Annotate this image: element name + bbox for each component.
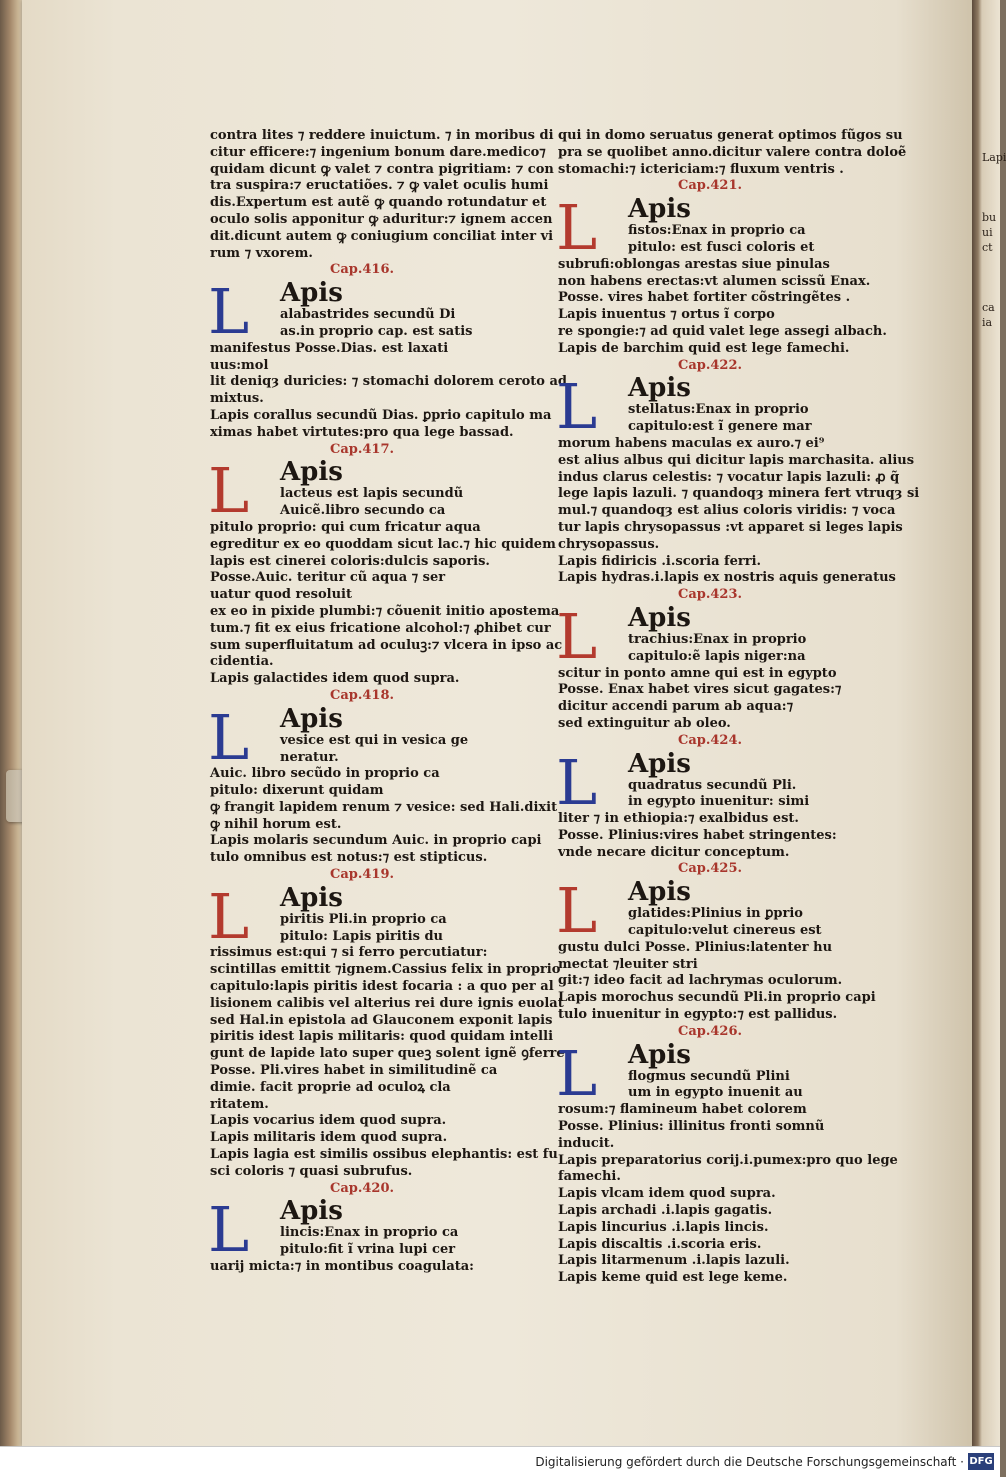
text-line: capitulo:velut cinereus est [628, 923, 822, 939]
text-line: re spongie:⁊ ad quid valet lege assegi albach. [558, 323, 887, 339]
lapis-heading [558, 195, 873, 223]
fragment-line [982, 255, 1000, 270]
lapis-word: Apis [628, 194, 691, 225]
decorated-initial: L [556, 1036, 598, 1110]
chapter-heading: Cap.422. [678, 357, 743, 373]
text-line: non habens erectas:vt alumen scissũ Enax. [558, 273, 871, 289]
text-line: dit.dicunt autem ꝙ coniugium conciliat inter vi [210, 228, 554, 244]
text-line: capitulo:ẽ lapis niger:na [628, 648, 806, 664]
lapis-heading [558, 750, 873, 778]
lapis-entry [556, 1036, 873, 1153]
dfg-logo: DFG [968, 1453, 994, 1470]
lapis-entry [208, 879, 570, 1114]
text-line: Lapis corallus secundũ Dias. ꝑprio capitulo ma [210, 407, 552, 423]
text-line: lege lapis lazuli. ⁊ quandoqȝ minera fert vtruqȝ si [558, 486, 920, 502]
chapter-heading: Cap.424. [678, 732, 743, 748]
text-line: quadratus secundũ Pli. [628, 777, 797, 793]
lapis-word: Apis [280, 457, 343, 488]
lapis-heading [210, 705, 525, 733]
text-line: gunt de lapide lato super queꝫ solent ignẽ ꝯferre. [210, 1046, 570, 1062]
text-line: chrysopassus. [558, 536, 660, 552]
lapis-word: Apis [628, 602, 691, 633]
footer-credit: Digitalisierung gefördert durch die Deutsche Forschungsgemeinschaft · [535, 1455, 964, 1469]
chapter-heading: Cap.426. [678, 1023, 743, 1039]
text-line: inducit. [558, 1135, 615, 1151]
text-line: Lapis de barchim quid est lege famechi. [558, 340, 850, 356]
text-line: alabastrides secundũ Di [280, 307, 456, 323]
text-line: uus:mol [210, 357, 269, 373]
text-line: Lapis inuentus ⁊ ortus ĩ corpo [558, 307, 775, 323]
text-line: sed Hal.in epistola ad Glauconem exponit lapis [210, 1012, 553, 1028]
right-column [556, 128, 920, 1287]
text-line: piritis idest lapis militaris: quod quidam intelli [210, 1029, 554, 1045]
text-line: Lapis litarmenum .i.lapis lazuli. [558, 1253, 790, 1269]
fragment-line: ca [982, 301, 995, 314]
fragment-line [982, 270, 1000, 285]
text-line: uarij micta:⁊ in montibus coagulata: [210, 1259, 474, 1275]
text-line: in egypto inuenitur: simi [628, 794, 810, 810]
lapis-word: Apis [280, 1196, 343, 1227]
chapter-heading: Cap.420. [330, 1180, 395, 1196]
text-line: pitulo:fit ĩ vrina lupi cer [280, 1242, 456, 1258]
text-line: scitur in ponto amne qui est in egypto [558, 665, 837, 681]
fragment-line [982, 285, 1000, 300]
left-column [208, 128, 570, 1276]
text-line: ritatem. [210, 1096, 269, 1112]
text-line: rissimus est:qui ⁊ si ferro percutiatur: [210, 945, 488, 961]
text-line: pra se quolibet anno.dicitur valere contra doloẽ [558, 144, 907, 160]
lapis-heading [558, 604, 873, 632]
text-line: neratur. [280, 749, 339, 765]
lapis-entry [556, 874, 873, 990]
text-line: lincis:Enax in proprio ca [280, 1225, 459, 1241]
text-line: scintillas emittit ⁊ignem.Cassius felix in proprio [210, 962, 561, 978]
lapis-heading [210, 884, 525, 912]
lapis-entry [556, 745, 873, 862]
lapis-word: Apis [280, 278, 343, 309]
text-line: capitulo:lapis piritis idest focaria : a quo per al [210, 979, 554, 995]
text-line: rosum:⁊ flamineum habet colorem [558, 1102, 807, 1118]
lapis-entry [556, 191, 873, 307]
decorated-initial: L [556, 745, 598, 819]
text-line: vnde necare dicitur conceptum. [558, 844, 790, 860]
text-line: qui in domo seruatus generat optimos fũgos su [558, 128, 903, 143]
text-line: Lapis morochus secundũ Pli.in proprio capi [558, 990, 876, 1006]
text-line: sed extinguitur ab oleo. [558, 715, 731, 731]
text-line: contra lites ⁊ reddere inuictum. ⁊ in moribus di [210, 128, 554, 143]
lapis-entry [556, 599, 873, 733]
text-line: tulo omnibus est notus:⁊ est stipticus. [210, 850, 488, 866]
text-line: Lapis archadi .i.lapis gagatis. [558, 1203, 773, 1219]
lapis-word: Apis [628, 748, 691, 779]
text-line: Posse. Enax habet vires sicut gagates:⁊ [558, 682, 842, 698]
text-line: Auic. libro secũdo in proprio ca [210, 766, 440, 782]
fragment-line [982, 195, 1000, 210]
text-line: git:⁊ ideo facit ad lachrymas oculorum. [558, 973, 843, 989]
chapter-heading: Cap.419. [330, 867, 395, 883]
decorated-initial: L [208, 700, 250, 774]
text-line: piritis Pli.in proprio ca [280, 911, 447, 927]
text-line: Lapis lagia est similis ossibus elephantis: est fu [210, 1147, 558, 1163]
text-line: pitulo: Lapis piritis du [280, 928, 444, 944]
lapis-word: Apis [628, 1039, 691, 1070]
fragment-line: ia [982, 316, 993, 329]
chapter-heading: Cap.421. [678, 178, 743, 194]
text-line: as.in proprio cap. est satis [280, 323, 473, 339]
text-line: Lapis lincurius .i.lapis lincis. [558, 1219, 769, 1235]
lapis-heading [210, 1197, 525, 1225]
text-line: Lapis molaris secundum Auic. in proprio capi [210, 833, 542, 849]
text-line: pitulo: est fusci coloris et [628, 239, 815, 255]
text-line: egreditur ex eo quoddam sicut lac.⁊ hic quidem [210, 536, 556, 552]
decorated-initial: L [208, 1193, 250, 1267]
fragment-line: ui [982, 226, 993, 239]
text-line: fistos:Enax in proprio ca [628, 223, 806, 239]
text-line: dis.Expertum est autẽ ꝙ quando rotundatur et [210, 195, 547, 211]
lapis-entry [208, 1193, 525, 1275]
text-line: Posse. vires habet fortiter cõstringẽtes . [558, 290, 851, 306]
text-line: lacteus est lapis secundũ [280, 486, 464, 502]
text-line: tum.⁊ fit ex eius fricatione alcohol:⁊ ꝓhibet cur [210, 620, 551, 636]
lapis-heading [558, 878, 873, 906]
text-line: lapis est cinerei coloris:dulcis saporis. [210, 553, 490, 569]
text-line: stellatus:Enax in proprio [628, 402, 809, 418]
text-line: Auicẽ.libro secundo ca [280, 503, 446, 519]
text-line: pitulo proprio: qui cum fricatur aqua [210, 519, 481, 535]
text-line: tulo inuenitur in egypto:⁊ est pallidus. [558, 1007, 838, 1023]
text-line: flogmus secundũ Plini [628, 1068, 790, 1084]
chapter-heading: Cap.418. [330, 687, 395, 703]
text-line: pitulo: dixerunt quidam [210, 783, 384, 799]
text-line: lit deniqȝ duricies: ⁊ stomachi dolorem ceroto ad [210, 374, 567, 390]
decorated-initial: L [208, 879, 250, 953]
text-line: cidentia. [210, 654, 274, 670]
text-line: Lapis hydras.i.lapis ex nostris aquis generatus [558, 570, 896, 586]
next-page-fragment [982, 150, 1006, 330]
text-line: mectat ⁊leuiter stri [558, 956, 698, 972]
decorated-initial: L [208, 454, 250, 528]
chapter-heading: Cap.423. [678, 587, 743, 603]
lapis-heading [210, 458, 525, 486]
text-line: Lapis vocarius idem quod supra. [210, 1113, 447, 1129]
chapter-heading: Cap.416. [330, 262, 395, 278]
decorated-initial: L [556, 370, 598, 444]
decorated-initial: L [556, 191, 598, 265]
footer-bar [0, 1446, 1000, 1477]
fragment-line: Lapi [982, 151, 1006, 164]
fragment-line: ct [982, 241, 993, 254]
text-line: rum ⁊ vxorem. [210, 245, 313, 261]
text-line: quidam dicunt ꝙ valet ⁊ contra pigritiam: ⁊ con [210, 161, 554, 177]
text-line: tur lapis chrysopassus :vt apparet si leges lapis [558, 519, 903, 535]
lapis-word: Apis [280, 703, 343, 734]
text-line: Lapis galactides idem quod supra. [210, 671, 460, 687]
text-line: tra suspira:⁊ eructatiões. ⁊ ꝙ valet oculis humi [210, 178, 549, 194]
text-line: Lapis vlcam idem quod supra. [558, 1186, 776, 1202]
lapis-word: Apis [280, 882, 343, 913]
text-line: Lapis keme quid est lege keme. [558, 1270, 788, 1286]
decorated-initial: L [208, 275, 250, 349]
text-line: glatides:Plinius in ꝑprio [628, 906, 803, 922]
fragment-line [982, 180, 1000, 195]
text-line: est alius albus qui dicitur lapis marchasita. alius [558, 452, 915, 468]
text-line: liter ⁊ in ethiopia:⁊ exalbidus est. [558, 811, 799, 827]
text-line: um in egypto inuenit au [628, 1085, 803, 1101]
text-line: capitulo:est ĩ genere mar [628, 419, 812, 435]
text-line: sum superfluitatum ad oculuꝫ:⁊ vlcera in ipso ac [210, 637, 563, 653]
lapis-heading [210, 279, 525, 307]
text-line: Posse. Plinius:vires habet stringentes: [558, 827, 837, 843]
chapter-heading: Cap.425. [678, 861, 743, 877]
text-line: Lapis fidiricis .i.scoria ferri. [558, 553, 762, 569]
text-line: dimie. facit proprie ad oculoꝝ cla [210, 1079, 451, 1095]
lapis-entry [208, 454, 563, 671]
decorated-initial: L [556, 599, 598, 673]
text-line: dicitur accendi parum ab aqua:⁊ [558, 699, 794, 715]
text-line: sci coloris ⁊ quasi subrufus. [210, 1163, 413, 1179]
text-line: ex eo in pixide plumbi:⁊ cõuenit initio apostema [210, 603, 560, 619]
text-line: vesice est qui in vesica ge [280, 732, 469, 748]
text-line: mixtus. [210, 391, 264, 407]
decorated-initial: L [556, 874, 598, 948]
fragment-line: bu [982, 211, 997, 224]
text-line: Lapis militaris idem quod supra. [210, 1130, 448, 1146]
text-line: ꝙ nihil horum est. [210, 816, 342, 832]
text-line: citur efficere:⁊ ingenium bonum dare.medico⁊ [210, 144, 546, 160]
lapis-entry [556, 370, 920, 553]
text-line: indus clarus celestis: ⁊ vocatur lapis lazuli: ꝓ q̃ [558, 469, 900, 485]
text-line: mul.⁊ quandoqȝ est alius coloris viridis: ⁊ voca [558, 503, 896, 519]
text-line: subrufi:oblongas arestas siue pinulas [558, 256, 830, 272]
text-line: ꝙ frangit lapidem renum ⁊ vesice: sed Hali.dixit [210, 799, 558, 815]
text-line: stomachi:⁊ ictericiam:⁊ fluxum ventris . [558, 161, 844, 177]
fragment-line [982, 165, 1000, 180]
text-line: Lapis preparatorius corij.i.pumex:pro quo lege [558, 1152, 898, 1168]
lapis-entry [208, 700, 558, 834]
text-line: Posse. Plinius: illinitus fronti somnũ [558, 1119, 825, 1135]
text-line: gustu dulci Posse. Plinius:latenter hu [558, 939, 833, 955]
text-line: ximas habet virtutes:pro qua lege bassad. [210, 424, 514, 440]
text-line: Lapis discaltis .i.scoria eris. [558, 1236, 762, 1252]
lapis-word: Apis [628, 877, 691, 908]
text-line: famechi. [558, 1169, 621, 1185]
lapis-heading [558, 1041, 873, 1069]
lapis-heading [558, 374, 873, 402]
text-line: Posse. Pli.vires habet in similitudinẽ ca [210, 1063, 498, 1079]
text-line: Posse.Auic. teritur cũ aqua ⁊ ser [210, 570, 446, 586]
text-line: manifestus Posse.Dias. est laxati [210, 340, 449, 356]
text-line: trachius:Enax in proprio [628, 631, 807, 647]
lapis-entry [208, 275, 567, 408]
text-line: morum habens maculas ex auro.⁊ ei⁹ [558, 435, 825, 451]
text-line: oculo solis apponitur ꝙ aduritur:⁊ ignem accen [210, 211, 553, 227]
text-line: lisionem calibis vel alterius rei dure ignis euolat [210, 995, 564, 1011]
text-line: uatur quod resoluit [210, 587, 352, 603]
chapter-heading: Cap.417. [330, 441, 395, 457]
lapis-word: Apis [628, 373, 691, 404]
